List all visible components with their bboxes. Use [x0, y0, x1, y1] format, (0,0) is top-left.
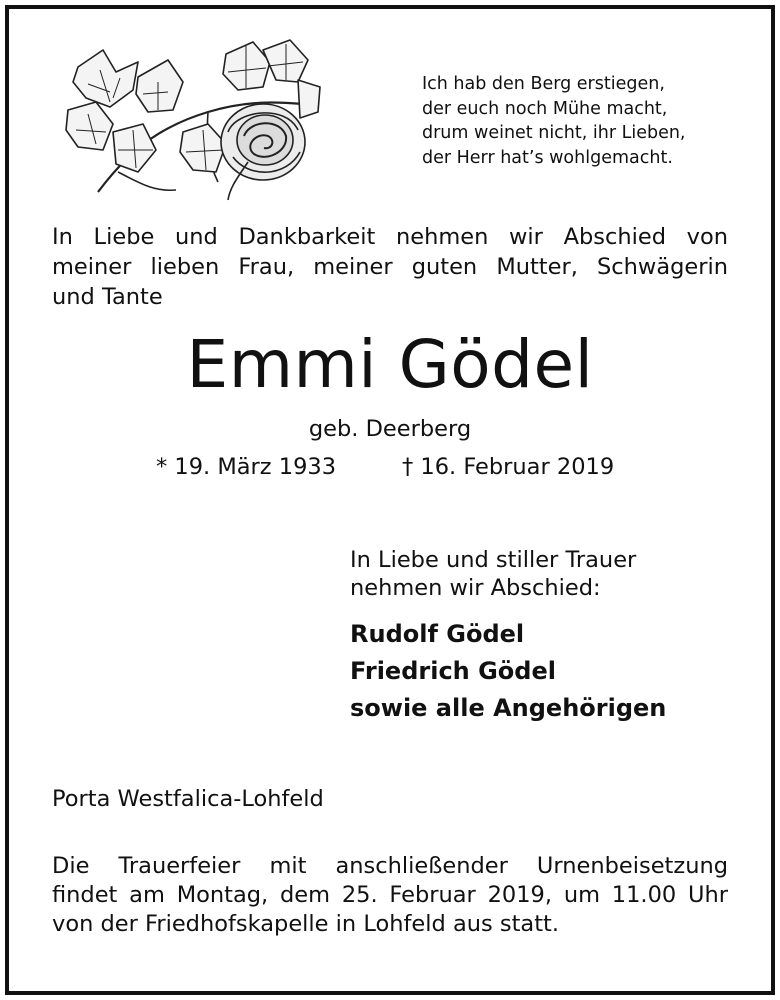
mourners-names [350, 616, 750, 727]
deceased-name: Emmi Gödel [186, 326, 594, 403]
mourner-name: Friedrich Gödel [350, 657, 556, 685]
service-paragraph [52, 852, 728, 939]
mourner-name: sowie alle Angehörigen [350, 694, 667, 722]
intro-line: meiner lieben Frau, meiner guten Mutter, Schwägerin [52, 254, 728, 280]
rose-illustration-icon [58, 32, 328, 212]
poem-line: der euch noch Mühe macht, [422, 98, 668, 119]
birth-name: geb. Deerberg [308, 416, 472, 442]
service-line: findet am Montag, dem 25. Februar 2019, um 11.00 Uhr [52, 882, 728, 908]
poem-line: drum weinet nicht, ihr Lieben, [422, 123, 686, 143]
mourners-intro-line: In Liebe und stiller Trauer [350, 547, 637, 573]
poem-verse [422, 72, 742, 170]
mourners-intro-line: nehmen wir Abschied: [350, 575, 601, 601]
birth-date: * 19. März 1933 [156, 454, 337, 480]
poem-line: der Herr hat’s wohlgemacht. [422, 147, 673, 168]
service-line: Die Trauerfeier mit anschließender Urnenbeisetzung [52, 853, 728, 879]
intro-line: In Liebe und Dankbarkeit nehmen wir Abschied von [52, 224, 728, 250]
poem-line: Ich hab den Berg erstiegen, [422, 74, 665, 94]
service-line: von der Friedhofskapelle in Lohfeld aus statt. [52, 911, 559, 937]
place-name: Porta Westfalica-Lohfeld [52, 786, 324, 812]
mourners-intro [350, 546, 750, 602]
intro-paragraph [52, 222, 728, 312]
mourner-name: Rudolf Gödel [350, 620, 525, 648]
death-date: † 16. Februar 2019 [402, 454, 615, 480]
intro-line: und Tante [52, 284, 163, 310]
